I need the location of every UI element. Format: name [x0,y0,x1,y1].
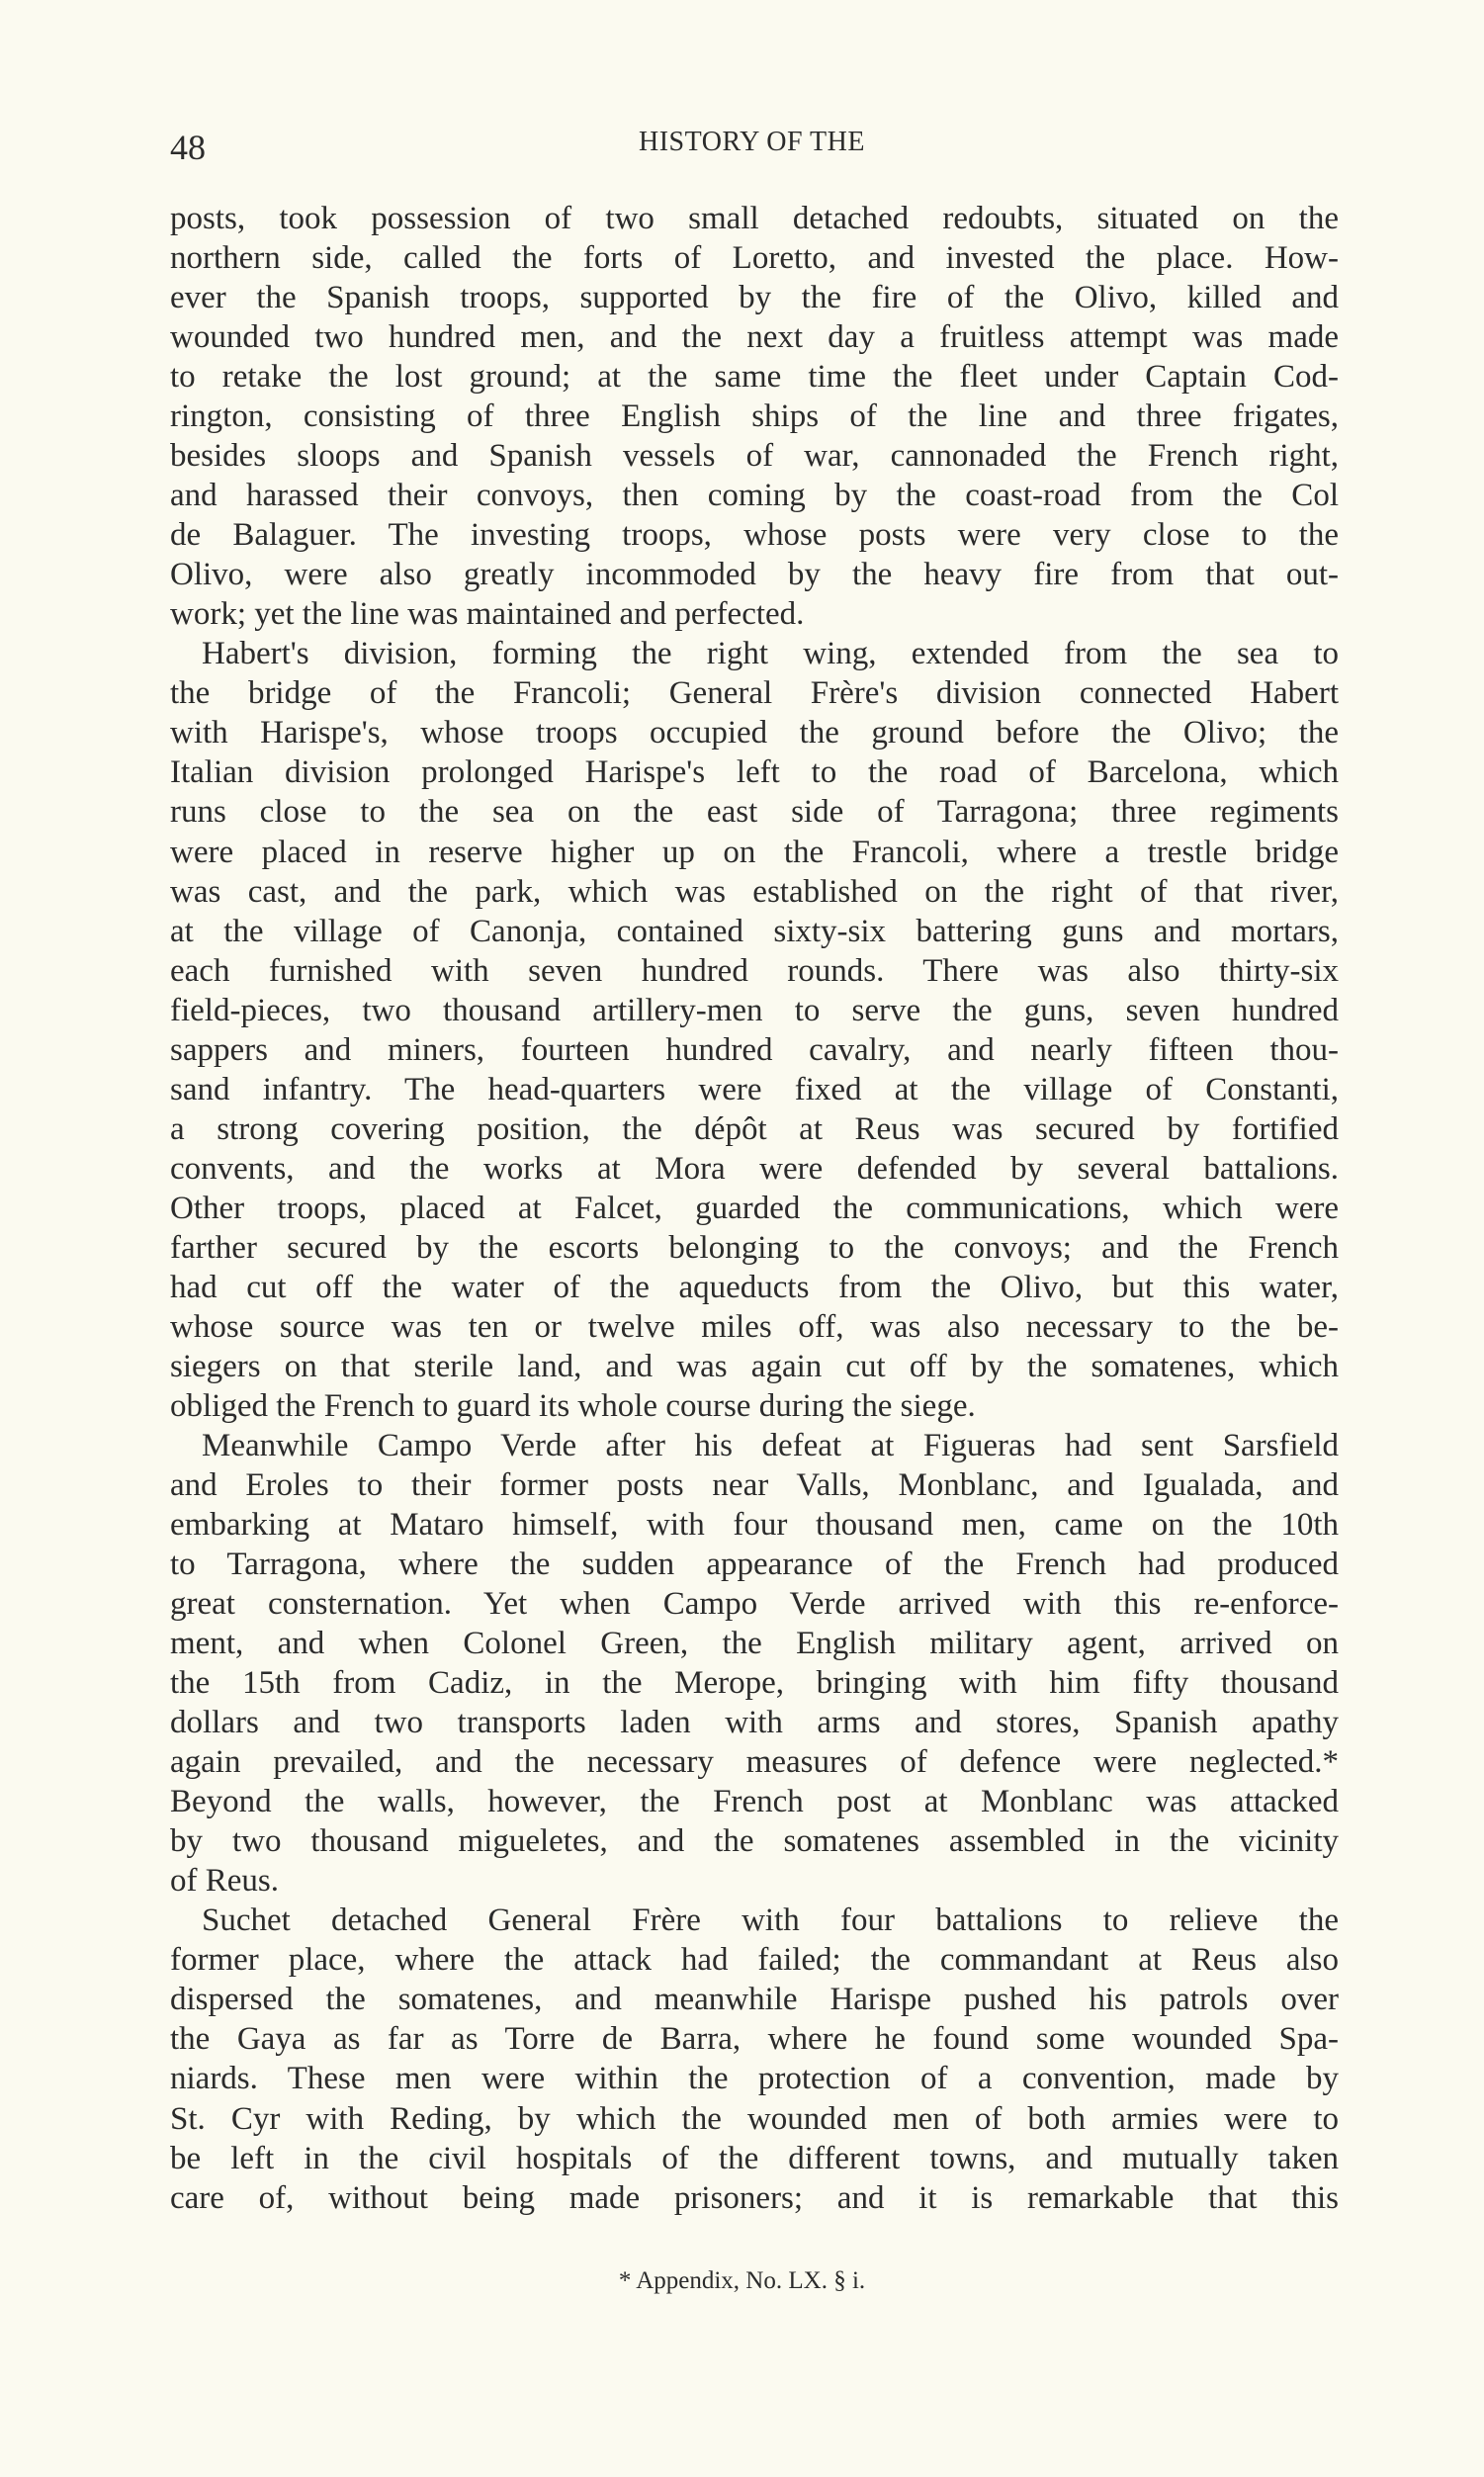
text-line: convents, and the works at Mora were defended by several battalions. [170,1150,1339,1187]
text-line: with Harispe's, whose troops occupied the ground before the Olivo; the [170,715,1339,752]
paragraph [170,1426,1339,1901]
running-title: HISTORY OF THE [639,127,865,157]
text-line: sappers and miners, fourteen hundred cavalry, and nearly fifteen thou- [170,1031,1339,1068]
page-number: 48 [170,128,206,167]
text-line: care of, without being made prisoners; and it is remarkable that this [170,2179,1339,2216]
body-text [170,199,1339,2218]
text-line: were placed in reserve higher up on the Francoli, where a trestle bridge [170,834,1339,870]
text-line: runs close to the sea on the east side of Tarragona; three regiments [170,794,1339,831]
text-line: embarking at Mataro himself, with four thousand men, came on the 10th [170,1507,1339,1544]
text-line: work; yet the line was maintained and perfected. [170,596,805,633]
text-line: dollars and two transports laden with arms and stores, Spanish apathy [170,1705,1339,1741]
text-line: Beyond the walls, however, the French post at Monblanc was attacked [170,1784,1339,1820]
text-line: Meanwhile Campo Verde after his defeat at Figueras had sent Sarsfield [202,1427,1339,1463]
text-line: former place, where the attack had failed; the commandant at Reus also [170,1942,1339,1979]
text-line: great consternation. Yet when Campo Verde arrived with this re-enforce- [170,1586,1339,1623]
text-line: posts, took possession of two small detached redoubts, situated on the [170,201,1339,236]
text-line: Other troops, placed at Falcet, guarded the communications, which were [170,1190,1339,1226]
paragraph [170,1901,1339,2217]
text-line: had cut off the water of the aqueducts from the Olivo, but this water, [170,1269,1339,1305]
text-line: to Tarragona, where the sudden appearance of the French had produced [170,1547,1339,1583]
text-line: Italian division prolonged Harispe's left to the road of Barcelona, which [170,754,1339,791]
text-line: besides sloops and Spanish vessels of war, cannonaded the French right, [170,438,1339,475]
text-line: by two thousand migueletes, and the somatenes assembled in the vicinity [170,1823,1339,1860]
text-line: ever the Spanish troops, supported by the fire of the Olivo, killed and [170,280,1339,316]
paragraph [170,634,1339,1426]
text-line: and Eroles to their former posts near Valls, Monblanc, and Igualada, and [170,1467,1339,1503]
text-line: northern side, called the forts of Loretto, and invested the place. How- [170,240,1339,277]
text-line: wounded two hundred men, and the next day a fruitless attempt was made [170,319,1339,356]
text-line: of Reus. [170,1863,279,1900]
text-line: be left in the civil hospitals of the different towns, and mutually taken [170,2140,1339,2176]
text-line: farther secured by the escorts belonging to the convoys; and the French [170,1229,1339,1266]
text-line: Habert's division, forming the right wing, extended from the sea to [202,636,1339,672]
text-line: the bridge of the Francoli; General Frère's division connected Habert [170,675,1339,712]
text-line: dispersed the somatenes, and meanwhile Harispe pushed his patrols over [170,1982,1339,2018]
text-line: obliged the French to guard its whole course during the siege. [170,1387,976,1424]
text-line: niards. These men were within the protection of a convention, made by [170,2061,1339,2097]
text-line: sand infantry. The head-quarters were fixed at the village of Constanti, [170,1071,1339,1107]
text-line: whose source was ten or twelve miles off, was also necessary to the be- [170,1308,1339,1345]
text-line: St. Cyr with Reding, by which the wounded men of both armies were to [170,2100,1339,2137]
text-line: the 15th from Cadiz, in the Merope, bringing with him fifty thousand [170,1665,1339,1702]
text-line: de Balaguer. The investing troops, whose posts were very close to the [170,517,1339,554]
text-line: at the village of Canonja, contained sixty-six battering guns and mortars, [170,913,1339,949]
text-line: the Gaya as far as Torre de Barra, where he found some wounded Spa- [170,2021,1339,2058]
text-line: and harassed their convoys, then coming by the coast-road from the Col [170,478,1339,514]
text-line: Suchet detached General Frère with four battalions to relieve the [202,1902,1339,1939]
text-line: was cast, and the park, which was established on the right of that river, [170,873,1339,910]
text-line: again prevailed, and the necessary measures of defence were neglected.* [170,1744,1339,1781]
text-line: ment, and when Colonel Green, the English military agent, arrived on [170,1626,1339,1662]
text-line: field-pieces, two thousand artillery-men to serve the guns, seven hundred [170,992,1339,1028]
text-line: to retake the lost ground; at the same time the fleet under Captain Cod- [170,359,1339,396]
text-line: siegers on that sterile land, and was again cut off by the somatenes, which [170,1348,1339,1384]
text-line: each furnished with seven hundred rounds. There was also thirty-six [170,952,1339,989]
text-line: Olivo, were also greatly incommoded by the heavy fire from that out- [170,557,1339,593]
footnote: * Appendix, No. LX. § i. [618,2267,866,2294]
paragraph [170,199,1339,634]
text-line: rington, consisting of three English ships of the line and three frigates, [170,398,1339,435]
text-line: a strong covering position, the dépôt at Reus was secured by fortified [170,1110,1339,1147]
